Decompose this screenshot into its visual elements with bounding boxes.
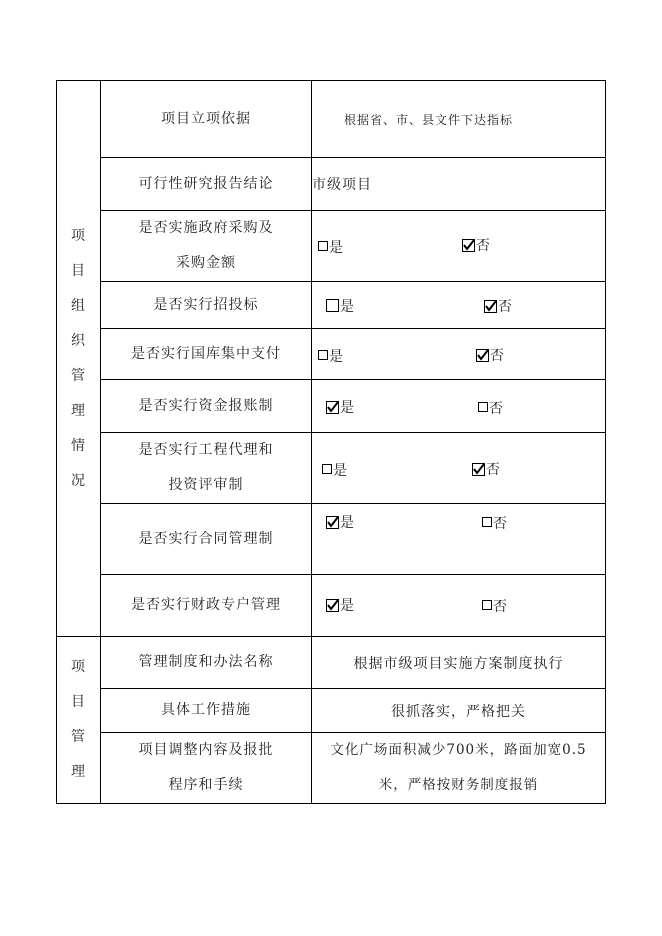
row-label: 是否实施政府采购及 采购金额 [101,211,312,282]
table-row [57,329,606,380]
table-row [57,282,606,329]
no-option[interactable]: 否 [462,235,491,255]
checkbox-empty-icon[interactable] [482,600,492,610]
yes-option[interactable]: 是 [326,512,355,532]
row-label: 项目立项依据 [101,81,312,158]
row-value: 很抓落实，严格把关 [312,689,606,733]
checkbox-checked-icon[interactable] [476,349,489,362]
no-option[interactable]: 否 [482,513,508,533]
row-value: 根据省、市、县文件下达指标 [312,81,606,158]
section-title-management [57,637,101,804]
row-label: 管理制度和办法名称 [101,637,312,689]
yes-option[interactable]: 是 [326,397,355,417]
yes-no-cell [312,433,606,504]
yes-option[interactable]: 是 [326,296,355,316]
section-title-text: 项 目 管 理 [71,659,86,780]
table-row [57,575,606,637]
table-row [57,380,606,433]
row-label: 具体工作措施 [101,689,312,733]
no-option[interactable]: 否 [472,459,501,479]
row-label: 是否实行招投标 [101,282,312,329]
checkbox-empty-icon[interactable] [326,299,339,312]
table-row [57,504,606,575]
yes-option[interactable]: 是 [318,346,344,366]
checkbox-checked-icon[interactable] [462,239,475,252]
table-row [57,211,606,282]
no-option[interactable]: 否 [478,398,504,418]
yes-option[interactable]: 是 [318,237,344,257]
no-option[interactable]: 否 [476,345,505,365]
checkbox-checked-icon[interactable] [326,516,339,529]
no-option[interactable]: 否 [482,596,508,616]
yes-option[interactable]: 是 [322,460,348,480]
yes-no-cell [312,380,606,433]
checkbox-empty-icon[interactable] [322,464,332,474]
no-option[interactable]: 否 [484,296,513,316]
yes-option[interactable]: 是 [326,595,355,615]
checkbox-empty-icon[interactable] [478,402,488,412]
row-label: 是否实行国库集中支付 [101,329,312,380]
yes-no-cell [312,329,606,380]
checkbox-checked-icon[interactable] [472,463,485,476]
checkbox-checked-icon[interactable] [484,300,497,313]
row-label: 是否实行工程代理和 投资评审制 [101,433,312,504]
checkbox-checked-icon[interactable] [326,401,339,414]
row-value: 根据市级项目实施方案制度执行 [312,637,606,689]
table-row [57,637,606,689]
table-row [57,433,606,504]
table-row [57,158,606,211]
row-value: 文化广场面积减少700米，路面加宽0.5 米，严格按财务制度报销 [312,733,606,804]
yes-no-cell [312,282,606,329]
row-label: 项目调整内容及报批 程序和手续 [101,733,312,804]
section-title-text: 项 目 组 织 管 理 情 况 [71,227,86,489]
project-management-table [56,80,606,804]
checkbox-empty-icon[interactable] [318,241,328,251]
row-label: 是否实行财政专户管理 [101,575,312,637]
yes-no-cell [312,575,606,637]
checkbox-checked-icon[interactable] [326,599,339,612]
checkbox-empty-icon[interactable] [482,517,492,527]
table-row [57,733,606,804]
table-row [57,81,606,158]
section-title-organization [57,81,101,637]
row-value: 市级项目 [312,158,606,211]
row-label: 可行性研究报告结论 [101,158,312,211]
yes-no-cell [312,211,606,282]
checkbox-empty-icon[interactable] [318,350,328,360]
table-row [57,689,606,733]
row-label: 是否实行资金报账制 [101,380,312,433]
yes-no-cell [312,504,606,575]
row-label: 是否实行合同管理制 [101,504,312,575]
